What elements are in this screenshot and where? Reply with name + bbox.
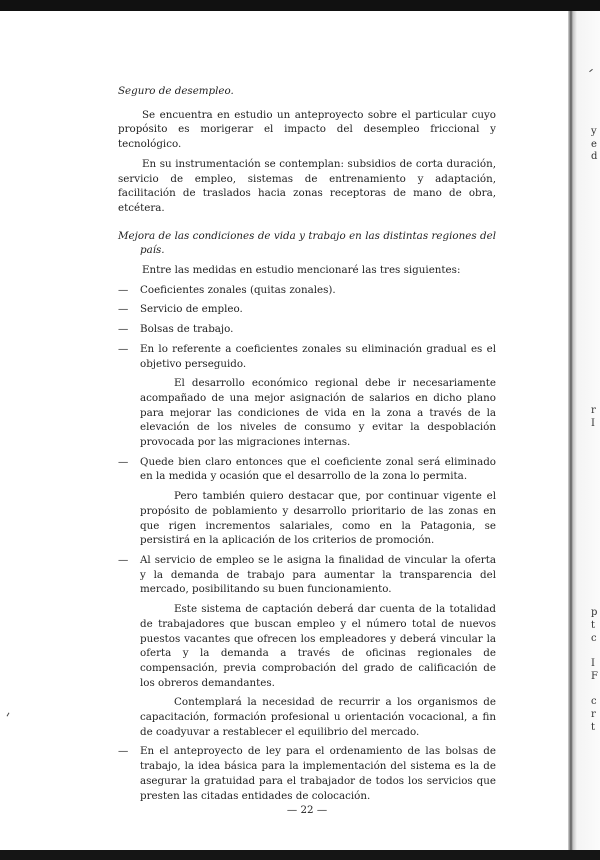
sub-paragraph: El desarrollo económico regional debe ir necesariamente acompañado de una mejor asignación de salarios en dicho plano para mejorar las condiciones de vida en la zona a través de la elevación de los niveles de consumo y evitar la despoblación provocada por las migraciones internas. [140, 377, 496, 449]
section-heading-seguro: Seguro de desempleo. [118, 85, 234, 97]
list-item-text: Bolsas de trabajo. [140, 323, 234, 336]
facing-page-char: I [591, 418, 595, 429]
sub-paragraph: Este sistema de captación deberá dar cuenta de la totalidad de trabajadores que buscan empleo y el número total de nuevos puestos vacantes que ofrecen los empleadores y deberá vincular la oferta y la demanda a través de oficinas regionales de compensación, previa comprobación del grado de calificación de los obreros demandantes. [140, 603, 496, 689]
facing-page-char: t [591, 722, 596, 733]
list-item [118, 302, 496, 317]
facing-page-char: p [591, 607, 598, 618]
scan-top-border [0, 0, 600, 11]
list-item [118, 342, 496, 371]
facing-page-char: t [591, 620, 596, 631]
facing-page-char: e [591, 139, 597, 150]
facing-page-char: r [591, 405, 596, 416]
dash-bullet: — [118, 342, 129, 355]
paragraph: En su instrumentación se contemplan: subsidios de corta duración, servicio de empleo, sistemas de entrenamiento y adaptación, facilitación de traslados hacia zonas receptoras de mano de obra, etcétera. [118, 157, 496, 214]
facing-page-char: d [591, 151, 598, 162]
dash-bullet: — [118, 323, 129, 336]
facing-page-char: y [591, 126, 597, 137]
list-item-text: Coeficientes zonales (quitas zonales). [140, 283, 336, 296]
dash-bullet: — [118, 553, 129, 566]
sub-paragraph: Pero también quiero destacar que, por continuar vigente el propósito de poblamiento y desarrollo prioritario de las zonas en que rigen incrementos salariales, como en la Patagonia, se persistirá en la aplicación de los criterios de promoción. [140, 490, 496, 547]
facing-page-char: r [591, 709, 596, 720]
list-item-text: En el anteproyecto de ley para el ordenamiento de las bolsas de trabajo, la idea básica para la implementación del sistema es la de asegurar la gratuidad para el trabajador de todos los servicios que presten las citadas entidades de colocación. [140, 745, 496, 802]
paragraph: Se encuentra en estudio un anteproyecto sobre el particular cuyo propósito es morigerar el impacto del desempleo friccional y tecnológico. [118, 108, 496, 151]
section-heading-mejora: Mejora de las condiciones de vida y trabajo en las distintas regiones del país. [118, 229, 496, 257]
scan-bottom-border [0, 850, 600, 860]
list-item [118, 553, 496, 597]
dash-bullet: — [118, 283, 129, 296]
page-number: — 22 — [286, 804, 328, 817]
facing-page-char: c [591, 696, 597, 707]
list-item-text: Al servicio de empleo se le asigna la finalidad de vincular la oferta y la demanda de trabajo para aumentar la transparencia del mercado, posibilitando su buen funcionamiento. [140, 553, 496, 596]
list-item [118, 455, 496, 484]
list-item [118, 744, 496, 803]
facing-page-char: c [591, 633, 597, 644]
list-item-text: Quede bien claro entonces que el coeficiente zonal será eliminado en la medida y ocasión que el desarrollo de la zona lo permita. [140, 455, 496, 483]
scan-speck [7, 713, 10, 717]
list-item [118, 322, 496, 337]
sub-paragraph: Contemplará la necesidad de recurrir a los organismos de capacitación, formación profesional u orientación vocacional, a fin de coadyuvar a restablecer el equilibrio del mercado. [140, 696, 496, 738]
list-item-text: En lo referente a coeficientes zonales su eliminación gradual es el objetivo perseguido. [140, 342, 496, 370]
dash-bullet: — [118, 455, 129, 468]
facing-page-char: F [591, 671, 598, 682]
document-page [118, 84, 496, 818]
facing-page-char: I [591, 658, 595, 669]
dash-bullet: — [118, 303, 129, 316]
dash-bullet: — [118, 745, 129, 758]
paragraph: Entre las medidas en estudio mencionaré las tres siguientes: [142, 264, 461, 277]
list-item-text: Servicio de empleo. [140, 303, 243, 316]
list-item [118, 283, 496, 298]
